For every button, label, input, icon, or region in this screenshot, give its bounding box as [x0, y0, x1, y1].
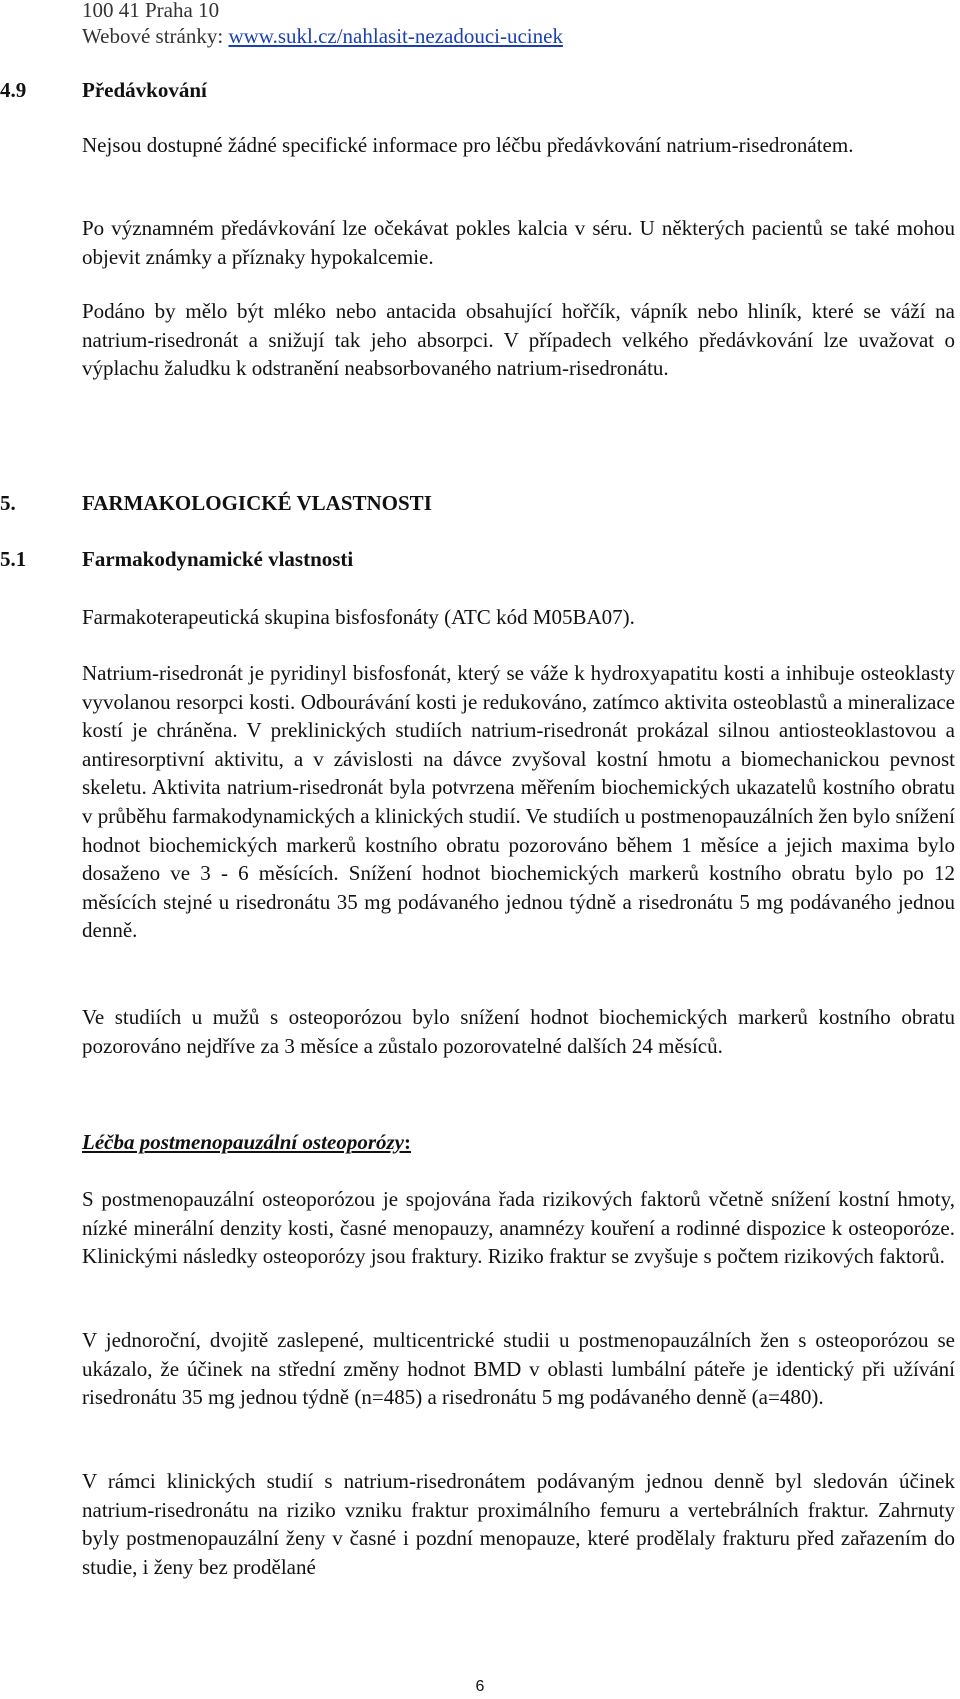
overdose-paragraph-2: Po významném předávkování lze očekávat pokles kalcia v séru. U některých pacientů se také mohou objevit známky a příznaky hypokalcemie.	[82, 216, 955, 269]
subheading-colon: :	[404, 1130, 412, 1154]
one-year-study-paragraph: V jednoroční, dvojitě zaslepené, multicentrické studii u postmenopauzálních žen s osteoporózou se ukázalo, že účinek na střední změny hodnot BMD v oblasti lumbální páteře je identický při užívání risedronátu 35 mg jednou týdně (n=485) a risedronátu 5 mg podávaného denně (a=480).	[82, 1328, 955, 1410]
subheading-text: Léčba postmenopauzální osteoporózy	[82, 1130, 405, 1154]
section-4-9-title: Předávkování	[82, 78, 207, 102]
address-line: 100 41 Praha 10	[82, 0, 220, 22]
page-number: 6	[475, 1678, 485, 1695]
clinical-studies-paragraph: V rámci klinických studií s natrium-risedronátem podávaným jednou denně byl sledován účinek natrium-risedronátu na riziko vzniku fraktur proximálního femuru a vertebrálních fraktur. Zahrnuty byly postmenopauzální ženy v časné i pozdní menopauze, které prodělaly frakturu před zařazením do studie, i ženy bez prodělané	[82, 1469, 955, 1579]
section-4-9-number: 4.9	[0, 78, 27, 102]
male-osteoporosis-paragraph: Ve studiích u mužů s osteoporózou bylo snížení hodnot biochemických markerů kostního obratu pozorováno nejdříve za 3 měsíce a zůstalo pozorovatelné dalších 24 měsíců.	[82, 1005, 955, 1058]
atc-paragraph: Farmakoterapeutická skupina bisfosfonáty (ATC kód M05BA07).	[82, 605, 635, 629]
section-5-1-title: Farmakodynamické vlastnosti	[82, 547, 354, 571]
website-line	[82, 22, 563, 50]
overdose-paragraph-1: Nejsou dostupné žádné specifické informace pro léčbu předávkování natrium-risedronátem.	[82, 133, 854, 157]
overdose-paragraph-3: Podáno by mělo být mléko nebo antacida obsahující hořčík, vápník nebo hliník, které se váží na natrium-risedronát a snižují tak jeho absorpci. V případech velkého předávkování lze uvažovat o výplachu žaludku k odstranění neabsorbovaného natrium-risedronátu.	[82, 299, 955, 381]
pharmacodynamics-paragraph: Natrium-risedronát je pyridinyl bisfosfonát, který se váže k hydroxyapatitu kosti a inhibuje osteoklasty vyvolanou resorpci kosti. Odbourávání kosti je redukováno, zatímco aktivita osteoblastů a mineralizace kostí je chráněna. V preklinických studiích natrium-risedronát prokázal silnou antiosteoklastovou a antiresorptivní aktivitu, a v závislosti na dávce zvyšoval kostní hmotu a biomechanickou pevnost skeletu. Aktivita natrium-risedronát byla potvrzena měřením biochemických ukazatelů kostního obratu v průběhu farmakodynamických a klinických studií. Ve studiích u postmenopauzálních žen bylo snížení hodnot biochemických markerů kostního obratu pozorováno během 1 měsíce a jejich maxima bylo dosaženo ve 3 - 6 měsících. Snížení hodnot biochemických markerů kostního obratu bylo po 12 měsících stejné u risedronátu 35 mg podávaného jednou týdně a risedronátu 5 mg podávaného jednou denně.	[82, 661, 955, 943]
postmenopausal-subheading	[82, 1128, 411, 1156]
section-5-number: 5.	[0, 491, 16, 515]
risk-factors-paragraph: S postmenopauzální osteoporózou je spojována řada rizikových faktorů včetně snížení kostní hmoty, nízké minerální denzity kosti, časné menopauzy, anamnézy kouření a rodinné dispozice k osteoporóze. Klinickými následky osteoporózy jsou fraktury. Riziko fraktur se zvyšuje s počtem rizikových faktorů.	[82, 1187, 955, 1269]
website-prefix: Webové stránky:	[82, 24, 229, 48]
section-5-title: FARMAKOLOGICKÉ VLASTNOSTI	[82, 491, 432, 515]
section-5-1-number: 5.1	[0, 547, 27, 571]
website-link[interactable]: www.sukl.cz/nahlasit-nezadouci-ucinek	[228, 24, 563, 48]
